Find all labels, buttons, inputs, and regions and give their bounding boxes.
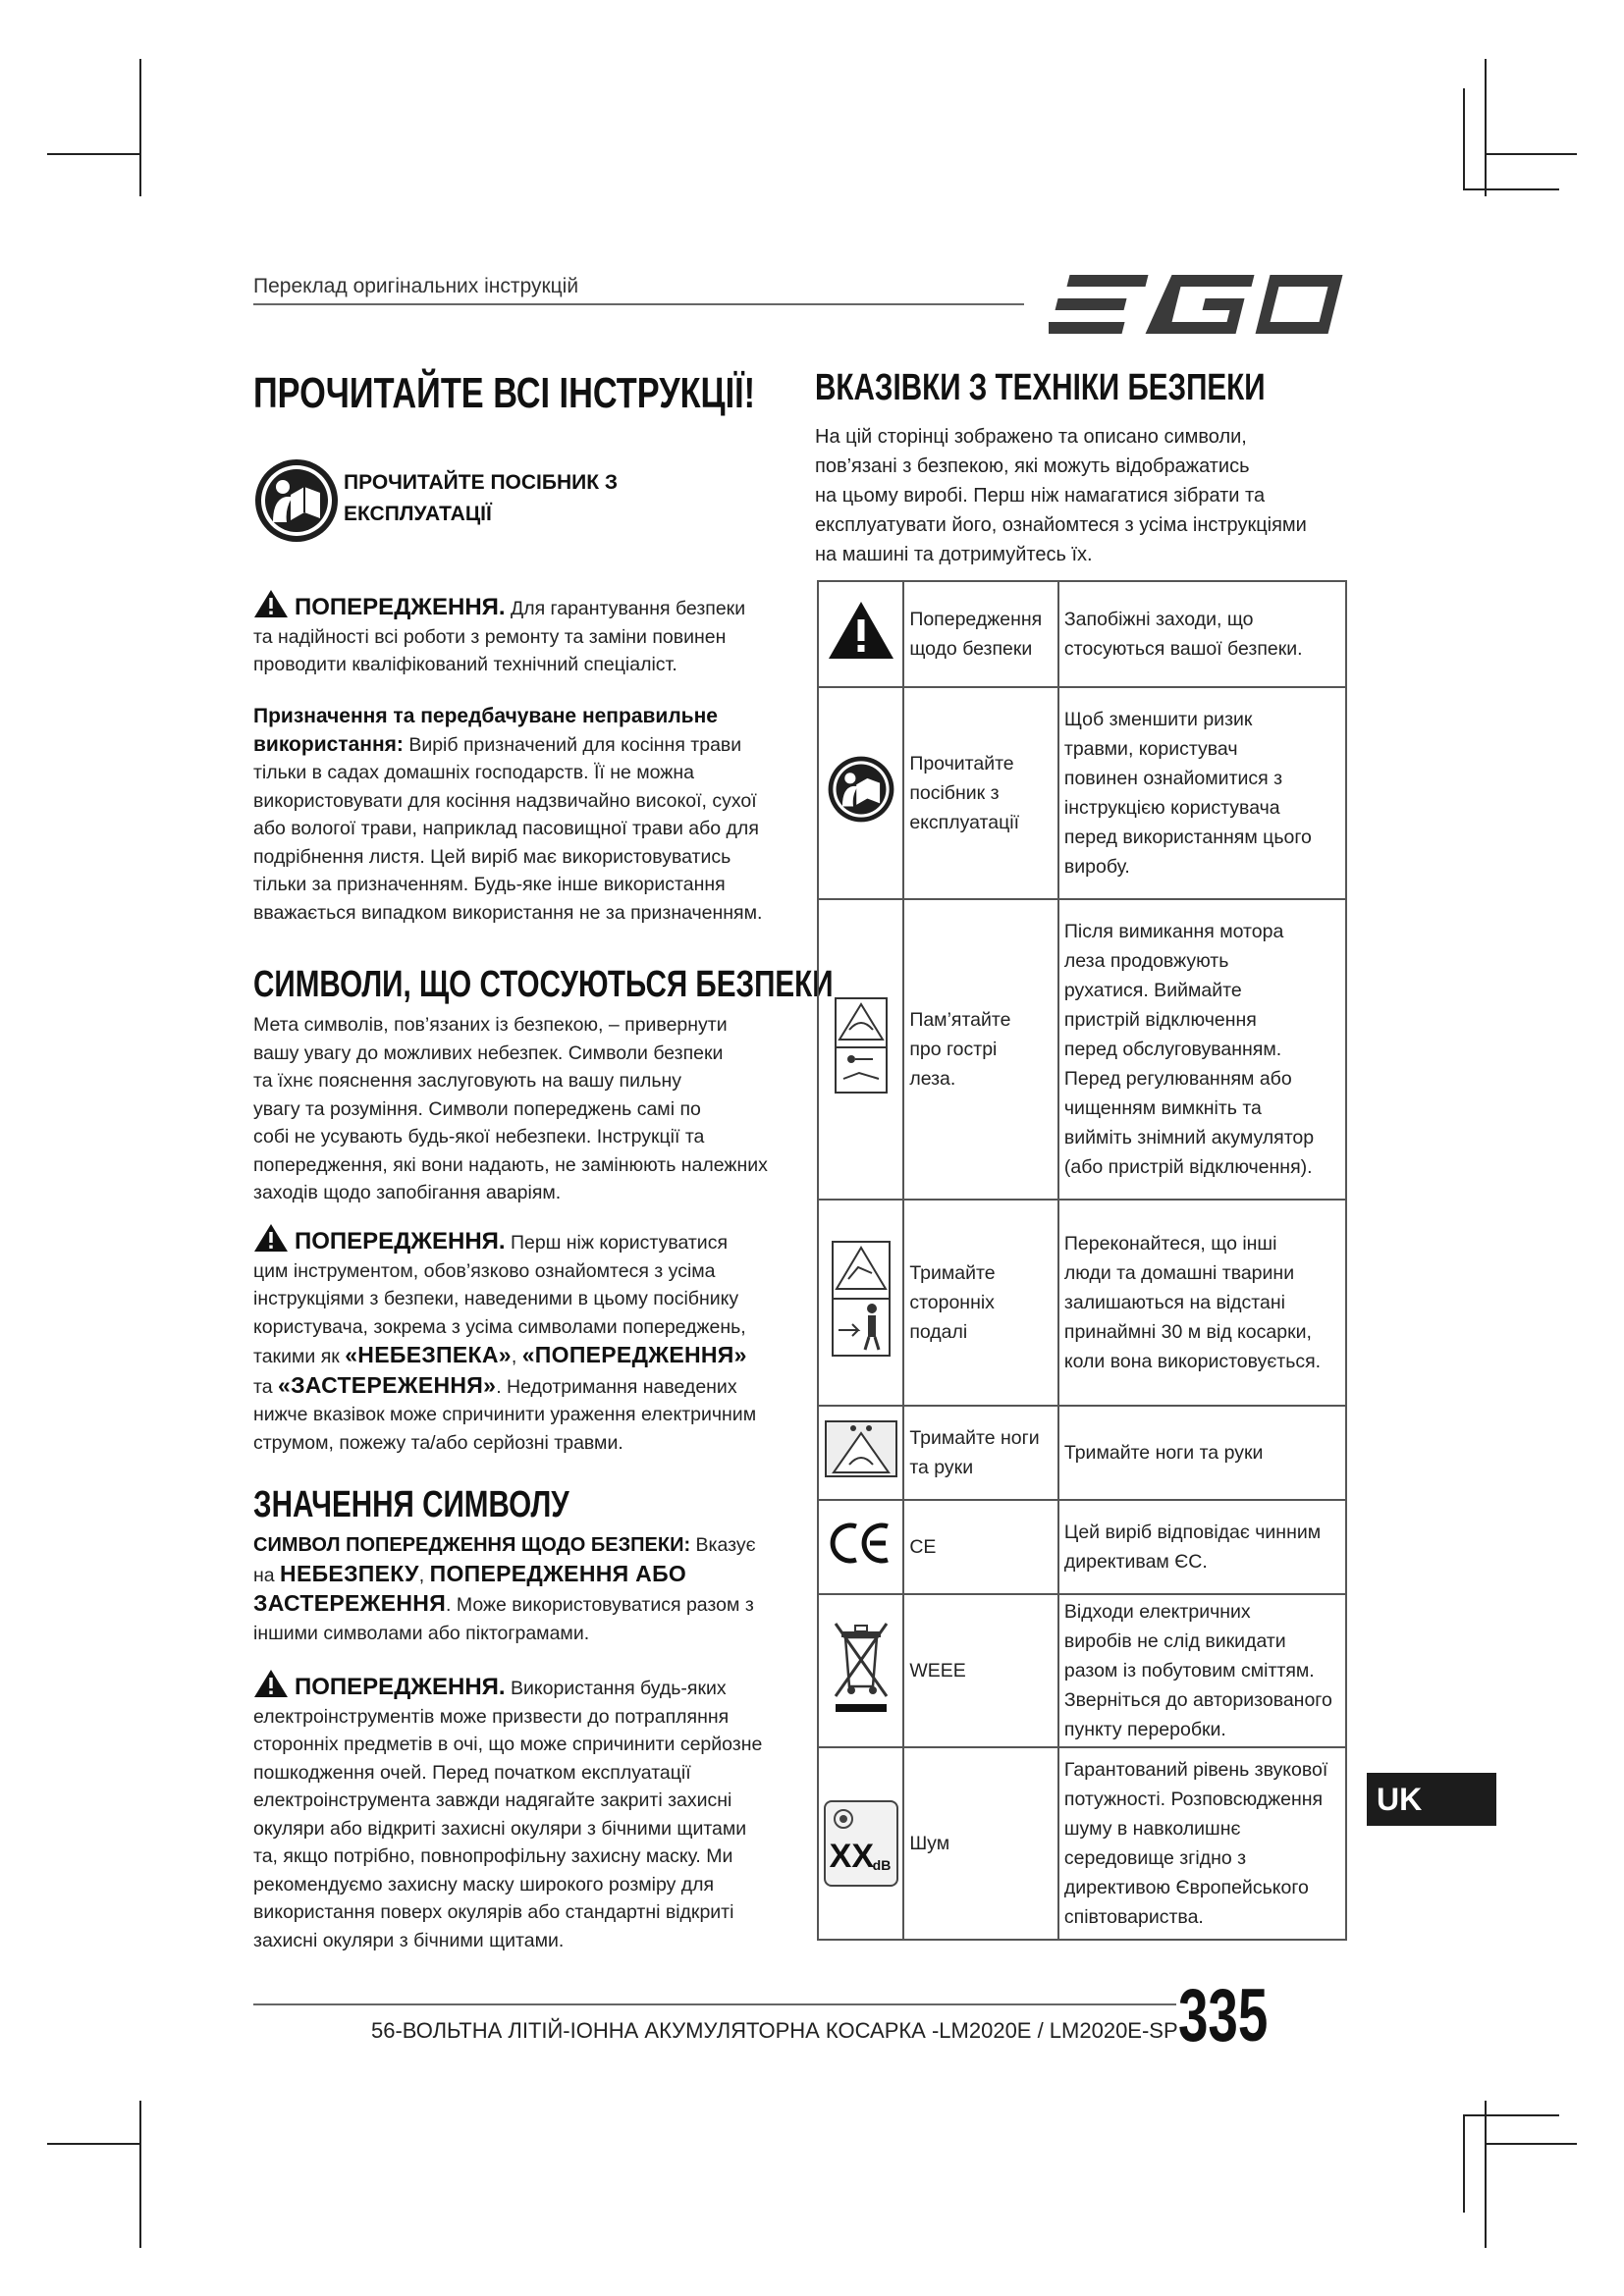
read-all-instructions-title: ПРОЧИТАЙТЕ ВСІ ІНСТРУКЦІЇ! (253, 369, 756, 417)
noise-level-icon (824, 1800, 898, 1887)
crop-mark (1463, 188, 1559, 190)
warning-maintenance: ПОПЕРЕДЖЕННЯ. Для гарантування безпеки та надійності всі роботи з ремонту та заміни повинен проводити кваліфікований технічний спеціаліст. (253, 589, 784, 679)
safety-alert-icon (827, 600, 895, 661)
crop-mark (1485, 2101, 1487, 2248)
crop-mark (1463, 2114, 1559, 2116)
table-row: CE Цей виріб відповідає чинним директивам ЄС. (818, 1500, 1346, 1594)
safety-instructions-title: ВКАЗІВКИ З ТЕХНІКИ БЕЗПЕКИ (815, 367, 1266, 408)
table-row: Тримайте сторонніх подалі Переконайтеся, що інші люди та домашні тварини залишаються на відстані принаймні 30 м від косарки, коли вона використовується. (818, 1200, 1346, 1406)
crop-mark (47, 153, 139, 155)
sound-icon (832, 1808, 855, 1830)
safety-symbols-table (817, 580, 1347, 1941)
crop-mark (139, 2101, 141, 2248)
symbol-meaning-title: ЗНАЧЕННЯ СИМВОЛУ (253, 1484, 569, 1525)
crop-mark (139, 59, 141, 196)
warning-triangle-icon (253, 589, 289, 618)
safety-intro-text: На цій сторінці зображено та описано символи, пов’язані з безпекою, які можуть відображатись на цьому виробі. Перш ніж намагатися зібрати та експлуатувати його, ознайомтеся з усіма інструкціями на машині та дотримуйтесь їх. (815, 426, 1307, 565)
table-row: WEEE Відходи електричних виробів не слід викидати разом із побутовим сміттям. Зверніться до авторизованого пункту переробки. (818, 1594, 1346, 1747)
weee-bin-icon (830, 1618, 893, 1716)
noise-unit: dB (872, 1857, 892, 1873)
noise-label: XX (829, 1838, 875, 1875)
read-manual-label-line2: ЕКСПЛУАТАЦІЇ (344, 503, 492, 525)
crop-mark (1485, 59, 1487, 196)
read-manual-icon (253, 457, 340, 544)
warning-eye-protection: ПОПЕРЕДЖЕННЯ. Використання будь-яких електроінструментів може призвести до потрапляння сторонніх предметів в очі, що може спричинити серйозне пошкодження очей. Перед початком експлуатації електроінструмента завжди надягайте закриті захисні окуляри або відкриті захисні окуляри з бічними щитами та, якщо потрібно, повнопрофільну захисну маску. Ми рекомендуємо захисну маску широкого розміру для використання поверх окулярів або стандартні відкриті захисні окуляри з бічними щитами. (253, 1669, 784, 1954)
crop-mark (1485, 2143, 1577, 2145)
crop-mark (47, 2143, 139, 2145)
warning-triangle-icon (253, 1669, 289, 1698)
language-tab: UK (1367, 1773, 1496, 1826)
table-row: Пам’ятайте про гострі леза. Після вимикання мотора леза продовжують рухатися. Виймайте пристрій відключення перед обслуговуванням. Перед регулюванням або чищенням вимкніть та вийміть знімний акумулятор (або пристрій відключення). (818, 899, 1346, 1200)
footer-rule (253, 2003, 1176, 2005)
crop-mark (1463, 2114, 1465, 2213)
symbol-meaning-text: СИМВОЛ ПОПЕРЕДЖЕННЯ ЩОДО БЕЗПЕКИ: Вказує на НЕБЕЗПЕКУ, ПОПЕРЕДЖЕННЯ АБО ЗАСТЕРЕЖЕННЯ. Може використовуватися разом з іншими символами або піктограмами. (253, 1534, 756, 1644)
ce-mark-icon (827, 1521, 895, 1566)
safety-symbols-title: СИМВОЛИ, ЩО СТОСУЮТЬСЯ БЕЗПЕКИ (253, 964, 834, 1005)
table-row: Попередження щодо безпеки Запобіжні заходи, що стосуються вашої безпеки. (818, 581, 1346, 687)
footer-product-title: 56-ВОЛЬТНА ЛІТІЙ-ІОННА АКУМУЛЯТОРНА КОСАРКА -LM2020E / LM2020E-SP (371, 2018, 1178, 2043)
crop-mark (1463, 88, 1465, 190)
warning-read-instructions: ПОПЕРЕДЖЕННЯ. Перш ніж користуватися цим інструментом, обов’язково ознайомтеся з усіма інструкціями з безпеки, наведеними в цьому посібнику користувача, зокрема з усіма символами попереджень, такими як «НЕБЕЗПЕКА», «ПОПЕРЕДЖЕННЯ» та «ЗАСТЕРЕЖЕННЯ». Недотримання наведених нижче вказівок може спричинити ураження електричним струмом, пожежу та/або серйозні травми. (253, 1223, 784, 1457)
crop-mark (1485, 153, 1577, 155)
read-manual-icon (827, 755, 895, 824)
table-row: Прочитайте посібник з експлуатації Щоб зменшити ризик травми, користувач повинен ознайомитися з інструкцією користувача перед використанням цього виробу. (818, 687, 1346, 899)
sharp-blades-icon (834, 996, 889, 1095)
page-number: 335 (1178, 1974, 1269, 2057)
warning-triangle-icon (253, 1223, 289, 1253)
header-rule (253, 303, 1024, 305)
table-row: XX dB Шум Гарантований рівень звукової потужності. Розповсюдження шуму в навколишнє середовище згідно з директивою Європейського співтовариства. (818, 1747, 1346, 1940)
table-row: Тримайте ноги та руки Тримайте ноги та руки (818, 1406, 1346, 1500)
keep-hands-feet-away-icon (824, 1419, 898, 1478)
safety-symbols-text: Мета символів, пов’язаних із безпекою, – привернути вашу увагу до можливих небезпек. Символи безпеки та їхнє пояснення заслуговують на вашу пильну увагу та розуміння. Символи попереджень самі по собі не усувають будь-якої небезпеки. Інструкції та попередження, які вони надають, не замінюють належних заходів щодо запобігання аваріям. (253, 1014, 768, 1203)
read-manual-block (253, 454, 784, 548)
intended-use-section: Призначення та передбачуване неправильне використання: Виріб призначений для косіння трави тільки в садах домашніх господарств. Її не можна використовувати для косіння надзвичайно високої, сухої або вологої трави, наприклад пасовищної трави або для подрібнення листя. Цей виріб має використовуватись тільки за призначенням. Будь-яке інше використання вважається випадком використання не за призначенням. (253, 705, 763, 924)
read-manual-label-line1: ПРОЧИТАЙТЕ ПОСІБНИК З (344, 471, 619, 494)
keep-bystanders-away-icon (831, 1240, 892, 1358)
warning-title: ПОПЕРЕДЖЕННЯ. (295, 594, 506, 620)
ego-logo (1049, 273, 1343, 336)
translation-subtitle: Переклад оригінальних інструкцій (253, 275, 579, 297)
